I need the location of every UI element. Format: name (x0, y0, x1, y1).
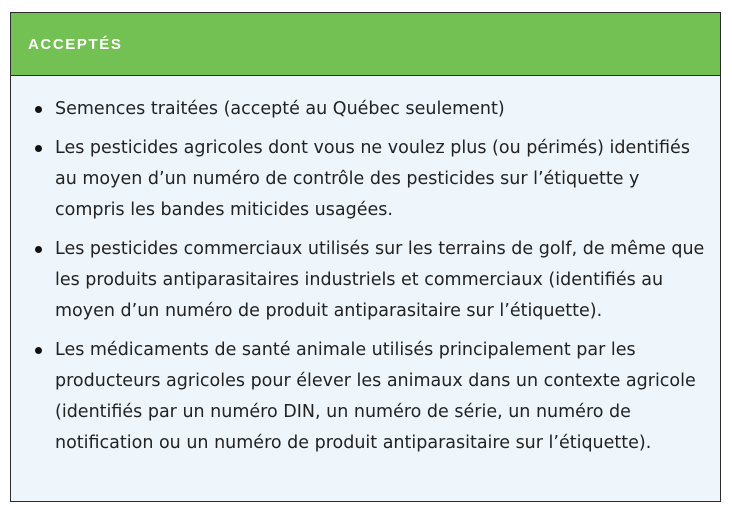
list-item (35, 335, 706, 459)
bullet-icon (35, 106, 42, 113)
list-item (35, 234, 706, 327)
accepted-items-list (35, 94, 706, 459)
list-item-text: Les pesticides agricoles dont vous ne voulez plus (ou périmés) identifiés au moyen d’un numéro de contrôle des pesticides sur l’étiquette y compris les bandes miticides usagées. (55, 138, 690, 220)
list-item (35, 94, 706, 125)
panel-body (11, 76, 720, 459)
list-item-text: Les pesticides commerciaux utilisés sur les terrains de golf, de même que les produits antiparasitaires industriels et commerciaux (identifiés au moyen d’un numéro de produit antiparasitaire sur l’étiquette). (55, 239, 705, 321)
bullet-icon (35, 246, 42, 253)
accepted-items-panel (10, 12, 721, 502)
list-item-text: Les médicaments de santé animale utilisés principalement par les producteurs agricoles pour élever les animaux dans un contexte agricole (identifiés par un numéro DIN, un numéro de série, un numéro de notification ou un numéro de produit antiparasitaire sur l’étiquette). (55, 340, 696, 453)
list-item-text: Semences traitées (accepté au Québec seulement) (55, 99, 505, 119)
bullet-icon (35, 145, 42, 152)
bullet-icon (35, 347, 42, 354)
panel-title: ACCEPTÉS (28, 35, 123, 53)
panel-header (11, 13, 720, 76)
list-item (35, 133, 706, 226)
